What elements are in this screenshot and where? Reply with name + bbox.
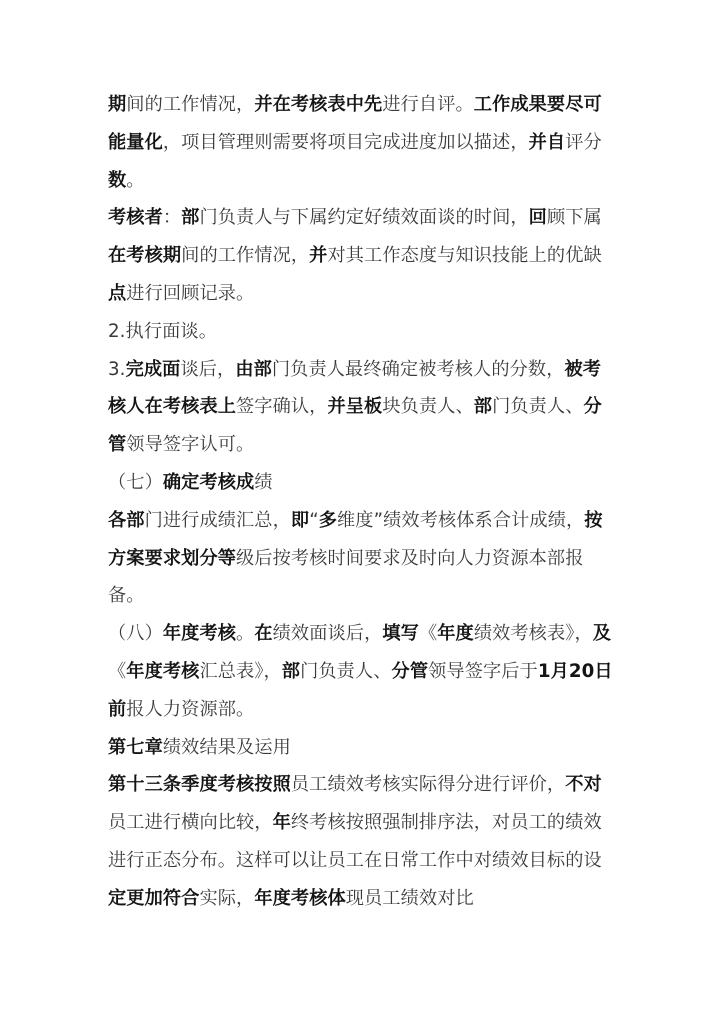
text-line bbox=[108, 86, 602, 124]
text-run: 《 bbox=[418, 623, 438, 645]
bold-text-run: 1月20日 bbox=[537, 660, 613, 682]
text-line bbox=[108, 124, 602, 162]
text-run: 维度”绩效考核体系合计成绩， bbox=[337, 509, 585, 531]
text-line bbox=[108, 729, 598, 767]
bold-text-run: 核人在考核表上 bbox=[108, 396, 237, 418]
text-line bbox=[108, 464, 598, 502]
text-line bbox=[108, 162, 598, 200]
text-run: 绩效面谈后， bbox=[272, 623, 383, 645]
text-run: 现员工绩效对比 bbox=[345, 887, 474, 909]
bold-text-run: 期 bbox=[108, 94, 127, 115]
text-run: 绩效考核表》， bbox=[473, 623, 593, 645]
text-run: 绩 bbox=[254, 471, 273, 493]
bold-text-run: 在考核期 bbox=[108, 245, 182, 267]
text-line bbox=[108, 615, 612, 653]
bold-text-run: 部 bbox=[181, 207, 200, 229]
bold-text-run: 填写 bbox=[382, 623, 419, 645]
bold-text-run: 完成面 bbox=[125, 358, 181, 380]
bold-text-run: 确定考核成 bbox=[162, 471, 255, 493]
text-run: 领导签字认可。 bbox=[126, 434, 255, 456]
bold-text-run: 年度考核 bbox=[126, 660, 200, 682]
bold-text-run: 分管 bbox=[391, 660, 429, 682]
text-run: 2.执行面谈。 bbox=[108, 320, 217, 342]
text-line bbox=[108, 237, 602, 275]
bold-text-run: 年度考核 bbox=[162, 623, 237, 645]
text-line bbox=[108, 577, 598, 615]
bold-text-run: 点 bbox=[108, 282, 127, 304]
text-run: 门负责人与下属约定好绩效面谈的时间， bbox=[199, 207, 529, 229]
text-line bbox=[108, 502, 603, 540]
bold-text-run: 即 bbox=[290, 509, 310, 531]
bold-text-run: 方案要求划分等 bbox=[108, 547, 237, 569]
bold-text-run: 被考 bbox=[564, 358, 602, 380]
text-run: “ bbox=[309, 509, 319, 531]
bold-text-run: 各部 bbox=[108, 509, 145, 531]
bold-text-run: 并 bbox=[309, 245, 328, 267]
text-run: 3. bbox=[108, 358, 126, 380]
bold-text-run: 不对 bbox=[565, 774, 602, 796]
text-line bbox=[108, 313, 598, 351]
bold-text-run: 第十三条季度考核按照 bbox=[108, 774, 291, 796]
text-run: 进行正态分布。这样可以让员工在日常工作中对绩效目标的设 bbox=[108, 849, 602, 871]
bold-text-run: 年度考核体 bbox=[254, 887, 346, 909]
text-run: 员工绩效考核实际得分进行评价， bbox=[290, 774, 566, 796]
text-run: 顾下属 bbox=[546, 207, 602, 229]
text-run: ，项目管理则需要将项目完成进度加以描述， bbox=[162, 131, 529, 153]
text-run: 门负责人最终确定被考核人的分数， bbox=[271, 358, 565, 380]
text-line bbox=[108, 351, 602, 389]
bold-text-run: 年度 bbox=[437, 623, 474, 645]
text-line bbox=[108, 766, 602, 804]
text-run: 绩效结果及运用 bbox=[162, 736, 291, 758]
text-line bbox=[108, 426, 598, 464]
bold-text-run: 由部 bbox=[235, 358, 272, 380]
text-run: 汇总表》， bbox=[199, 660, 282, 682]
text-run: 员工进行横向比较， bbox=[108, 812, 273, 834]
bold-text-run: 按 bbox=[584, 509, 603, 531]
text-run: 门进行成绩汇总， bbox=[144, 509, 291, 531]
text-run: 门负责人、 bbox=[300, 660, 392, 682]
bold-text-run: 并在考核表中先 bbox=[254, 94, 383, 115]
bold-text-run: 管 bbox=[108, 434, 127, 456]
text-run: 谈后， bbox=[180, 358, 236, 380]
text-run: 进行自评。 bbox=[382, 94, 474, 115]
bold-text-run: 工作成果要尽可 bbox=[473, 94, 602, 115]
bold-text-run: 定更加符合 bbox=[108, 887, 200, 909]
text-run: 备。 bbox=[108, 585, 145, 607]
text-run: （八） bbox=[108, 623, 163, 645]
text-run: 。 bbox=[126, 169, 145, 191]
text-run: 领导签字后于 bbox=[428, 660, 538, 682]
bold-text-run: 并呈板 bbox=[327, 396, 383, 418]
text-line bbox=[108, 842, 602, 880]
bold-text-run: 第七章 bbox=[108, 736, 163, 758]
text-run: 门负责人、 bbox=[492, 396, 584, 418]
bold-text-run: 分 bbox=[583, 396, 602, 418]
bold-text-run: 并自 bbox=[528, 131, 566, 153]
text-run: 实际， bbox=[199, 887, 255, 909]
text-line bbox=[108, 275, 598, 313]
text-run: 《 bbox=[108, 660, 127, 682]
bold-text-run: 回 bbox=[528, 207, 547, 229]
bold-text-run: 考核者 bbox=[108, 207, 163, 229]
text-run: 级后按考核时间要求及时向人力资源本部报 bbox=[236, 547, 584, 569]
text-line bbox=[108, 691, 598, 729]
bold-text-run: 前 bbox=[108, 698, 127, 720]
document-page bbox=[108, 86, 613, 918]
text-line bbox=[108, 540, 598, 578]
text-run: 签字确认， bbox=[236, 396, 328, 418]
text-run: 报人力资源部。 bbox=[126, 698, 255, 720]
bold-text-run: 年 bbox=[272, 812, 291, 834]
bold-text-run: 多 bbox=[318, 509, 338, 531]
text-line bbox=[108, 388, 602, 426]
text-run: 间的工作情况， bbox=[181, 245, 310, 267]
bold-text-run: 部 bbox=[281, 660, 301, 682]
text-line bbox=[108, 199, 602, 237]
text-run: ： bbox=[162, 207, 182, 229]
text-run: 间的工作情况， bbox=[126, 94, 255, 115]
text-run: 评分 bbox=[565, 131, 602, 153]
text-run: 。 bbox=[236, 623, 255, 645]
bold-text-run: 在 bbox=[254, 623, 273, 645]
text-run: 终考核按照强制排序法，对员工的绩效 bbox=[290, 812, 602, 834]
text-run: 块负责人、 bbox=[382, 396, 474, 418]
text-run: （七） bbox=[108, 471, 163, 493]
text-line bbox=[108, 804, 602, 842]
text-run: 进行回顾记录。 bbox=[126, 282, 255, 304]
bold-text-run: 数 bbox=[108, 169, 127, 191]
bold-text-run: 部 bbox=[473, 396, 493, 418]
text-line bbox=[108, 653, 613, 691]
bold-text-run: 能量化 bbox=[108, 131, 163, 153]
text-run: 对其工作态度与知识技能上的优缺 bbox=[327, 245, 602, 267]
text-line bbox=[108, 880, 598, 918]
bold-text-run: 及 bbox=[592, 623, 612, 645]
